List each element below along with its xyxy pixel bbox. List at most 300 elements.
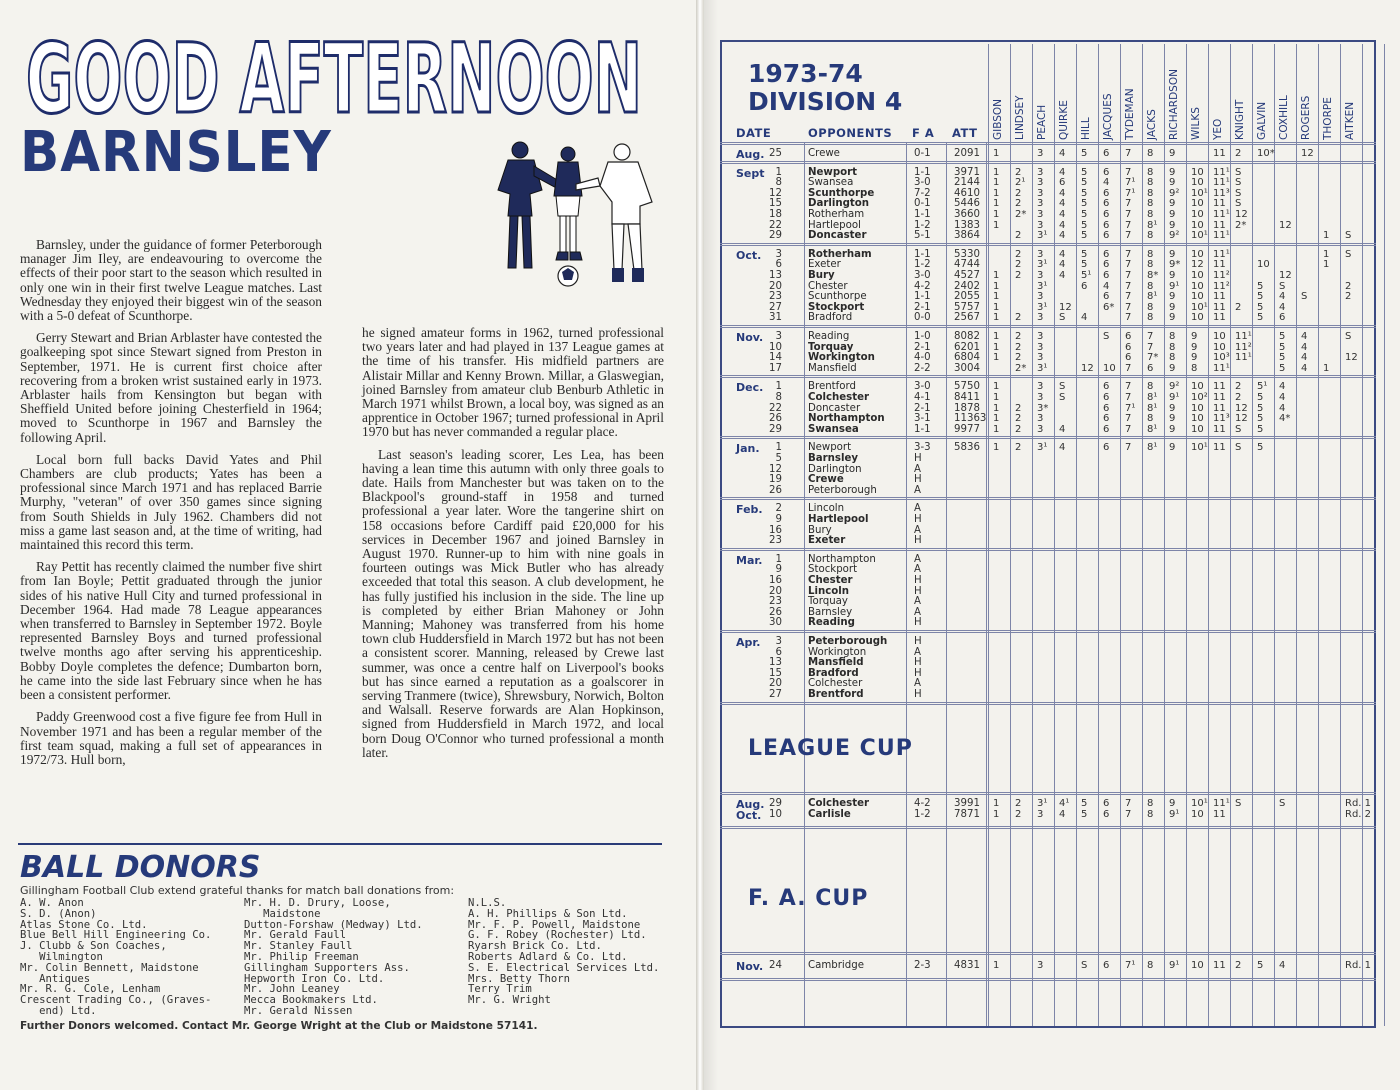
player-number-cell: 1: [993, 341, 1000, 353]
match-score: A: [914, 484, 921, 496]
player-number-cell: 1: [993, 402, 1000, 414]
match-day: 1: [775, 166, 782, 178]
player-number-cell: 11: [1213, 148, 1226, 159]
player-number-cell: 7: [1125, 291, 1132, 303]
match-day: 6: [775, 646, 782, 658]
attendance: 4831: [954, 960, 980, 971]
match-day: 15: [769, 667, 782, 679]
player-number-cell: 4: [1081, 312, 1088, 324]
match-day: 24: [769, 960, 782, 971]
grid-horizontal-line: [720, 632, 1376, 633]
player-number-cell: 11²: [1213, 270, 1230, 281]
player-column-header: [1010, 46, 1032, 144]
player-column-header: [1098, 46, 1120, 144]
player-number-cell: 2: [1015, 312, 1022, 324]
season-years: 1973-74: [748, 59, 863, 88]
player-number-cell: 4: [1059, 230, 1066, 242]
player-number-cell: 2*: [1015, 209, 1027, 220]
handshake-illustration: [490, 140, 670, 320]
player-number-cell: 12: [1235, 209, 1248, 220]
match-day: 31: [769, 312, 782, 324]
player-number-cell: 9: [1169, 301, 1176, 313]
player-number-cell: 10: [1103, 362, 1116, 374]
player-name: LINDSEY: [1014, 95, 1026, 140]
opponent-name: Scunthorpe: [808, 291, 867, 303]
player-number-cell: 7: [1125, 413, 1132, 425]
player-number-cell: 11¹: [1235, 331, 1252, 342]
month-label: Nov.: [736, 960, 764, 973]
player-number-cell: 7: [1125, 312, 1132, 324]
opponent-name: Lincoln: [808, 503, 845, 515]
player-number-cell: 9: [1169, 423, 1176, 435]
player-number-cell: 11¹: [1235, 352, 1252, 364]
player-number-cell: S: [1059, 312, 1066, 324]
match-score: H: [914, 617, 922, 629]
player-number-cell: 9: [1169, 312, 1176, 324]
player-number-cell: 10: [1191, 270, 1204, 281]
player-number-cell: 2: [1015, 198, 1022, 210]
attendance: 4527: [954, 270, 980, 281]
grid-horizontal-line: [720, 163, 1376, 164]
opponent-name: Bury: [808, 270, 835, 281]
player-number-cell: 5: [1279, 352, 1286, 364]
attendance: 8082: [954, 331, 980, 342]
match-day: 10: [769, 808, 782, 820]
match-day: 16: [769, 575, 782, 586]
player-number-cell: 8*: [1147, 270, 1159, 281]
player-number-cell: 3¹: [1037, 798, 1048, 809]
player-number-cell: S: [1103, 331, 1110, 342]
player-column-header: [1164, 46, 1186, 144]
month-label: Sept: [736, 166, 765, 180]
opponent-name: Mansfield: [808, 657, 864, 669]
opponent-name: Peterborough: [808, 636, 888, 647]
player-number-cell: 7: [1125, 423, 1132, 435]
player-column-header: [1142, 46, 1164, 144]
player-column-header: [1296, 46, 1318, 144]
player-number-cell: 3*: [1037, 402, 1049, 414]
match-day: 19: [769, 474, 782, 486]
attendance: 5836: [954, 442, 980, 454]
player-number-cell: 5: [1081, 198, 1088, 210]
match-score: 0-0: [914, 312, 931, 324]
grid-horizontal-line: [720, 702, 1376, 703]
player-number-cell: 10²: [1191, 392, 1208, 403]
player-number-cell: 11: [1213, 259, 1226, 271]
player-number-cell: 8¹: [1147, 423, 1158, 435]
player-number-cell: 12: [1301, 148, 1314, 159]
player-number-cell: 3¹: [1037, 362, 1048, 374]
player-number-cell: 1: [993, 312, 1000, 324]
match-day: 6: [775, 259, 782, 271]
player-number-cell: 6: [1103, 259, 1110, 271]
player-number-cell: S: [1345, 248, 1352, 260]
player-number-cell: 1: [993, 392, 1000, 403]
match-day: 20: [769, 585, 782, 597]
player-name: JACQUES: [1102, 93, 1114, 140]
match-day: 23: [769, 291, 782, 303]
match-day: 12: [769, 463, 782, 475]
player-number-cell: 10: [1191, 198, 1204, 210]
player-column-header: [1230, 46, 1252, 144]
player-number-cell: 8¹: [1147, 402, 1158, 414]
ball-donors-title: BALL DONORS: [20, 850, 261, 885]
player-number-cell: 10: [1191, 219, 1204, 231]
player-number-cell: 10: [1191, 166, 1204, 178]
player-number-cell: 6: [1103, 148, 1110, 159]
player-name: TYDEMAN: [1124, 88, 1136, 140]
player-number-cell: 2: [1015, 798, 1022, 809]
player-number-cell: 7: [1125, 442, 1132, 454]
grid-horizontal-line: [720, 245, 1376, 246]
player-number-cell: 8: [1147, 177, 1154, 189]
player-number-cell: 9¹: [1169, 960, 1180, 971]
player-number-cell: 8¹: [1147, 442, 1158, 454]
player-number-cell: 4: [1059, 148, 1066, 159]
match-day: 26: [769, 413, 782, 425]
attendance: 3991: [954, 798, 980, 809]
grid-horizontal-line: [720, 375, 1376, 376]
player-number-cell: 10: [1191, 209, 1204, 220]
match-score: A: [914, 606, 921, 618]
month-label: Aug.: [736, 148, 765, 161]
donors-list-3: N.L.S. A. H. Phillips & Son Ltd. Mr. F. P. Powell, Maidstone G. F. Robey (Rochester) Ltd. Ryarsh Brick Co. Ltd. Roberts Adlard & Co. Ltd. S. E. Electrical Services Ltd. Mrs. Betty Thorn Terry Trim Mr. G. Wright: [468, 897, 660, 1007]
player-number-cell: Rd. 1: [1345, 798, 1372, 809]
player-number-cell: 7: [1125, 148, 1132, 159]
match-score: 5-1: [914, 230, 931, 242]
player-number-cell: 7: [1125, 209, 1132, 220]
match-score: 4-2: [914, 798, 931, 809]
player-number-cell: 6: [1147, 362, 1154, 374]
player-number-cell: 8¹: [1147, 291, 1158, 303]
opponent-name: Hartlepool: [808, 219, 861, 231]
player-number-cell: 2: [1235, 301, 1242, 313]
month-label: Apr.: [736, 636, 761, 649]
opponent-name: Chester: [808, 575, 853, 586]
match-day: 3: [775, 636, 782, 647]
player-number-cell: 9²: [1169, 381, 1180, 393]
player-number-cell: 9: [1169, 209, 1176, 220]
player-number-cell: 11: [1213, 402, 1226, 414]
player-number-cell: 5: [1279, 341, 1286, 353]
match-score: A: [914, 596, 921, 608]
opponent-name: Rotherham: [808, 248, 872, 260]
player-number-cell: 3¹: [1037, 301, 1048, 313]
match-day: 26: [769, 484, 782, 496]
player-number-cell: 1: [993, 381, 1000, 393]
player-number-cell: 11¹: [1213, 166, 1230, 178]
article-paragraph: Local born full backs David Yates and Phil Chambers are club products; Yates has been a professional since March 1971 and has replaced Barrie Murphy, "veteran" of over 350 games since signing from South Shields in July 1962. Chambers did not miss a game last season and, at the time of writing, had maintained this record this term.: [20, 451, 322, 553]
player-number-cell: 12: [1235, 402, 1248, 414]
attendance: 3660: [954, 209, 980, 220]
match-day: 13: [769, 657, 782, 669]
grid-vertical-line: [1032, 44, 1033, 1026]
player-number-cell: 2: [1015, 230, 1022, 242]
player-number-cell: 12: [1279, 219, 1292, 231]
match-score: H: [914, 453, 922, 464]
player-number-cell: 5: [1081, 219, 1088, 231]
player-number-cell: 3: [1037, 219, 1044, 231]
month-label: Mar.: [736, 553, 763, 567]
player-number-cell: 10: [1191, 280, 1204, 292]
player-column-header: [1032, 46, 1054, 144]
player-number-cell: 1: [993, 301, 1000, 313]
opponent-name: Crewe: [808, 148, 840, 159]
player-number-cell: 8: [1147, 230, 1154, 242]
match-day: 3: [775, 331, 782, 342]
player-number-cell: 7: [1125, 392, 1132, 403]
player-column-header: [1252, 46, 1274, 144]
player-number-cell: 4: [1279, 301, 1286, 313]
opponent-name: Bradford: [808, 667, 859, 679]
donors-contact-note: Further Donors welcomed. Contact Mr. George Wright at the Club or Maidstone 57141.: [20, 1020, 538, 1032]
player-number-cell: 9: [1169, 798, 1176, 809]
match-day: 23: [769, 535, 782, 547]
player-number-cell: 12: [1191, 259, 1204, 271]
player-number-cell: 4: [1059, 423, 1066, 435]
player-number-cell: 3: [1037, 198, 1044, 210]
player-number-cell: 11: [1213, 423, 1226, 435]
player-number-cell: S: [1345, 331, 1352, 342]
player-number-cell: 10: [1191, 312, 1204, 324]
player-number-cell: 9: [1169, 362, 1176, 374]
opponent-name: Cambridge: [808, 960, 864, 971]
match-day: 14: [769, 352, 782, 364]
match-score: 3-0: [914, 381, 931, 393]
player-number-cell: 6: [1059, 177, 1066, 189]
player-number-cell: 1: [1323, 248, 1330, 260]
player-number-cell: 4: [1059, 187, 1066, 199]
player-number-cell: 11: [1213, 291, 1226, 303]
attendance-header: ATT: [952, 126, 978, 140]
player-number-cell: 8¹: [1147, 392, 1158, 403]
player-number-cell: 7: [1125, 219, 1132, 231]
player-number-cell: 10¹: [1191, 301, 1208, 313]
match-score: 1-2: [914, 259, 931, 271]
player-number-cell: 4: [1059, 270, 1066, 281]
player-number-cell: 6: [1103, 381, 1110, 393]
opponent-name: Rotherham: [808, 209, 865, 220]
match-day: 29: [769, 423, 782, 435]
player-number-cell: 3: [1037, 291, 1044, 303]
player-number-cell: 7: [1125, 381, 1132, 393]
grid-vertical-line: [986, 142, 987, 1026]
player-number-cell: 11¹: [1213, 248, 1230, 260]
match-day: 16: [769, 524, 782, 536]
match-score: H: [914, 474, 922, 486]
player-number-cell: 1: [993, 798, 1000, 809]
player-number-cell: 10: [1257, 259, 1270, 271]
player-number-cell: S: [1345, 230, 1352, 242]
player-number-cell: 7: [1125, 301, 1132, 313]
attendance: 4610: [954, 187, 980, 199]
match-day: 9: [775, 514, 782, 525]
grid-horizontal-line: [720, 548, 1376, 549]
player-name: ROGERS: [1300, 95, 1312, 140]
match-score: 1-2: [914, 219, 931, 231]
match-score: 1-1: [914, 291, 931, 303]
player-number-cell: 2: [1015, 808, 1022, 820]
player-number-cell: 10: [1191, 413, 1204, 425]
player-number-cell: 11³: [1213, 187, 1230, 199]
player-number-cell: 10¹: [1191, 442, 1208, 454]
opponent-title: BARNSLEY: [20, 120, 332, 185]
player-number-cell: 7¹: [1125, 960, 1136, 971]
grid-horizontal-line: [720, 161, 1376, 162]
player-number-cell: 9²: [1169, 230, 1180, 242]
player-number-cell: 4: [1301, 341, 1308, 353]
player-number-cell: 8: [1147, 280, 1154, 292]
player-number-cell: 4: [1103, 177, 1110, 189]
player-number-cell: 8: [1147, 381, 1154, 393]
opponent-name: Reading: [808, 331, 850, 342]
player-number-cell: 3¹: [1037, 280, 1048, 292]
attendance: 5757: [954, 301, 980, 313]
player-number-cell: 10: [1191, 960, 1204, 971]
player-number-cell: 2: [1015, 187, 1022, 199]
match-score: H: [914, 689, 922, 700]
player-number-cell: 11: [1213, 442, 1226, 454]
grid-vertical-line: [1010, 44, 1011, 1026]
player-number-cell: 4: [1059, 198, 1066, 210]
player-number-cell: 3: [1037, 423, 1044, 435]
match-day: 9: [775, 564, 782, 576]
match-score: 2-3: [914, 960, 931, 971]
player-number-cell: 9: [1169, 442, 1176, 454]
player-number-cell: 3: [1037, 808, 1044, 820]
season-title: [748, 60, 902, 116]
player-number-cell: 1: [993, 331, 1000, 342]
player-column-header: [1076, 46, 1098, 144]
match-day: 22: [769, 219, 782, 231]
player-number-cell: 8¹: [1147, 219, 1158, 231]
month-label: Feb.: [736, 503, 763, 517]
article-paragraph: Paddy Greenwood cost a five figure fee from Hull in November 1971 and has been a regular member of the first team squad, making a full set of appearances in 1972/73. Hull born,: [20, 709, 322, 767]
opponent-name: Exeter: [808, 259, 841, 271]
player-number-cell: 1: [993, 209, 1000, 220]
player-number-cell: 2: [1015, 331, 1022, 342]
player-number-cell: 10: [1191, 381, 1204, 393]
player-number-cell: 11: [1213, 301, 1226, 313]
opponent-name: Crewe: [808, 474, 844, 486]
opponent-name: Colchester: [808, 798, 870, 809]
opponent-name: Bury: [808, 524, 832, 536]
attendance: 5446: [954, 198, 980, 210]
player-number-cell: 2: [1015, 270, 1022, 281]
player-name: WILKS: [1190, 107, 1202, 140]
player-number-cell: 3: [1037, 248, 1044, 260]
player-number-cell: 6: [1125, 331, 1132, 342]
player-number-cell: 1: [993, 166, 1000, 178]
fa-cup-title: F. A. CUP: [748, 886, 869, 911]
player-number-cell: 8: [1147, 798, 1154, 809]
player-number-cell: 6: [1103, 423, 1110, 435]
player-number-cell: 5: [1279, 331, 1286, 342]
opponent-name: Torquay: [808, 596, 848, 608]
match-score: 3-3: [914, 442, 931, 454]
player-column-header: [1318, 46, 1340, 144]
player-number-cell: 5: [1257, 301, 1264, 313]
player-number-cell: 4: [1279, 381, 1286, 393]
player-number-cell: 12: [1345, 352, 1358, 364]
grid-horizontal-line: [720, 436, 1376, 437]
player-number-cell: 7: [1125, 362, 1132, 374]
player-number-cell: 3: [1037, 960, 1044, 971]
opponent-name: Colchester: [808, 392, 870, 403]
player-number-cell: 8: [1169, 331, 1176, 342]
attendance: 1878: [954, 402, 980, 414]
player-number-cell: 4: [1279, 402, 1286, 414]
opponent-name: Chester: [808, 280, 848, 292]
grid-horizontal-line: [720, 980, 1376, 981]
player-number-cell: 2: [1015, 248, 1022, 260]
player-number-cell: 10: [1213, 331, 1226, 342]
opponent-name: Doncaster: [808, 402, 861, 414]
player-number-cell: 2: [1015, 442, 1022, 454]
player-number-cell: 9: [1169, 248, 1176, 260]
player-number-cell: 1: [993, 198, 1000, 210]
player-number-cell: 1: [993, 187, 1000, 199]
grid-horizontal-line: [720, 952, 1376, 953]
player-number-cell: Rd. 2: [1345, 808, 1372, 820]
player-number-cell: S: [1235, 442, 1242, 454]
player-number-cell: 8: [1191, 362, 1198, 374]
player-number-cell: 2: [1015, 413, 1022, 425]
league-cup-title: LEAGUE CUP: [748, 736, 913, 761]
match-score: 4-2: [914, 280, 931, 292]
player-number-cell: 5: [1081, 177, 1088, 189]
grid-vertical-line: [1186, 44, 1187, 1026]
player-number-cell: 3: [1037, 352, 1044, 364]
match-day: 1: [775, 381, 782, 393]
player-number-cell: S: [1235, 187, 1242, 199]
player-number-cell: 3¹: [1037, 259, 1048, 271]
opponent-name: Darlington: [808, 198, 870, 210]
player-number-cell: 4: [1279, 392, 1286, 403]
opponent-name: Swansea: [808, 177, 854, 189]
donors-list-2: Mr. H. D. Drury, Loose, Maidstone Dutton-Forshaw (Medway) Ltd. Mr. Gerald Faull Mr. Stanley Faull Mr. Philip Freeman Gillingham Supporters Ass. Hepworth Iron Co. Ltd. Mr. John Leaney Mecca Bookmakers Ltd. Mr. Gerald Nissen: [244, 897, 423, 1017]
player-number-cell: 6: [1103, 270, 1110, 281]
player-number-cell: 4: [1059, 808, 1066, 820]
match-score: 4-0: [914, 352, 931, 364]
match-day: 8: [775, 392, 782, 403]
match-day: 15: [769, 198, 782, 210]
grid-horizontal-line: [720, 497, 1376, 498]
grid-vertical-line: [1098, 44, 1099, 1026]
match-score: H: [914, 514, 922, 525]
player-name: THORPE: [1322, 97, 1334, 140]
attendance: 6804: [954, 352, 980, 364]
player-number-cell: 6: [1125, 341, 1132, 353]
match-score: H: [914, 657, 922, 669]
player-number-cell: 4: [1301, 331, 1308, 342]
match-day: 5: [775, 453, 782, 464]
match-day: 30: [769, 617, 782, 629]
opponent-name: Swansea: [808, 423, 859, 435]
player-number-cell: 3: [1037, 413, 1044, 425]
player-name: RICHARDSON: [1168, 69, 1180, 140]
player-column-header: [1120, 46, 1142, 144]
player-number-cell: 3: [1037, 148, 1044, 159]
player-number-cell: S: [1235, 198, 1242, 210]
player-name: HILL: [1080, 117, 1092, 140]
player-column-header: [1274, 46, 1296, 144]
player-number-cell: 8: [1147, 259, 1154, 271]
player-number-cell: S: [1235, 798, 1242, 809]
player-number-cell: 4¹: [1059, 798, 1070, 809]
player-name: JACKS: [1146, 109, 1158, 140]
player-number-cell: 3: [1037, 341, 1044, 353]
